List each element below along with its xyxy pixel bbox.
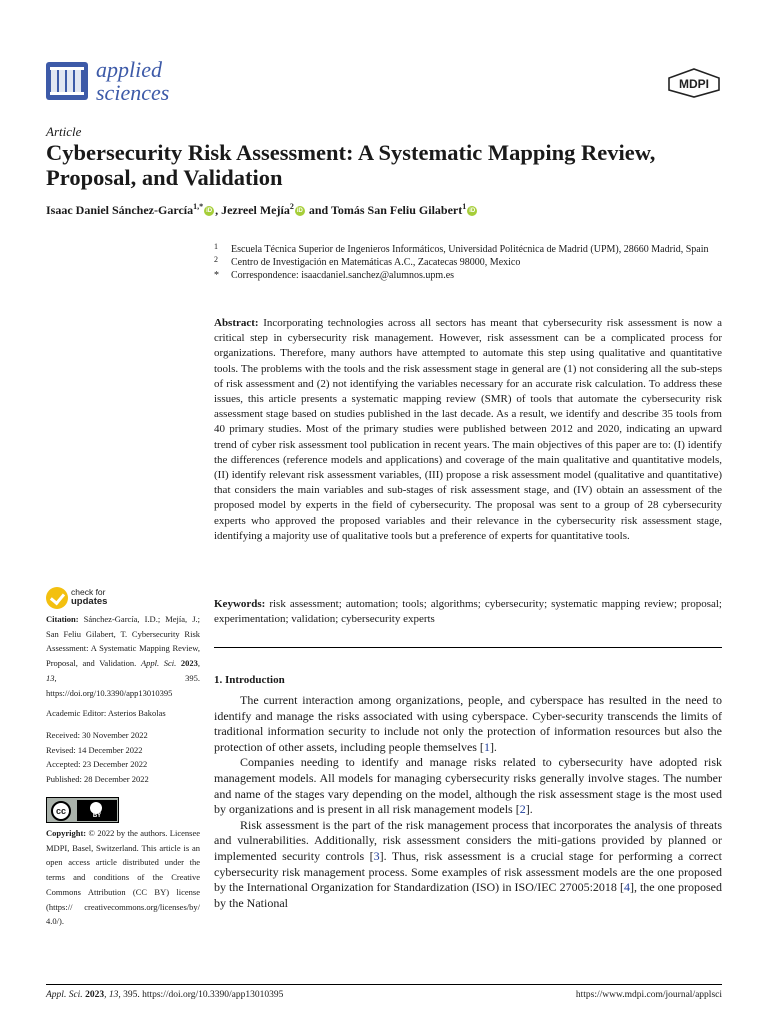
citation-link[interactable]: 2 <box>519 802 526 817</box>
citation-link[interactable]: 1 <box>483 739 490 754</box>
check-for-updates-button[interactable] <box>46 585 136 611</box>
revised-date: Revised: 14 December 2022 <box>46 744 143 755</box>
keywords <box>214 597 722 627</box>
journal-name: applied sciences <box>96 57 170 105</box>
copyright-notice: Copyright: © 2022 by the authors. Licensee MDPI, Basel, Switzerland. This article is an open access article distributed under the terms and conditions of the Creative Commons Attribution (CC BY) license (https:// creativecommons.org/licenses/by/ 4.0/). <box>46 828 200 927</box>
affiliations <box>214 243 734 282</box>
author-affil-marker: 1,* <box>193 202 204 211</box>
cc-by-license-badge[interactable] <box>46 797 119 823</box>
mdpi-logo-icon[interactable] <box>666 68 722 98</box>
author-name[interactable]: Tomás San Feliu Gilabert <box>330 203 463 217</box>
paragraph: The current interaction among organizations, people, and cyberspace has resulted in the need to identify and manage the risks associated with using cyberspace. Cyber-security transcends the limits of traditional information security to include not only the protection of information resources but also the protection of other assets, including people themselves [1]. <box>214 693 722 754</box>
citation-link[interactable]: 4 <box>623 880 630 895</box>
introduction-body <box>214 693 722 911</box>
accepted-date: Accepted: 23 December 2022 <box>46 759 148 770</box>
footer-citation: Appl. Sci. 2023, 13, 395. https://doi.org/10.3390/app13010395 <box>46 990 284 1000</box>
orcid-icon[interactable]: iD <box>469 208 476 215</box>
abstract-text: Incorporating technologies across all sectors has meant that cybersecurity risk assessment is now a critical step in cybersecurity risk management. However, risk assessment can be a complicated process for organizations. Therefore, many authors have attempted to automate this step using qualitative and quantitative tools. The problems with the tools and the risk assessment stage in general are (1) not considering all the sub-steps of risk assessment and (2) not identifying the variables necessary for an accurate risk calculation. To address these issues, this article presents a systematic mapping review (SMR) of tools that automate the cybersecurity risk assessment stage based on studies published in the last decade. As a result, we identify and describe 35 tools from 40 primary studies. Most of the primary studies were published between 2012 and 2020, indicating an upward trend of cyber risk assessment tool publication in recent years. The main objectives of this paper are to: (I) identify the differences (reference models and applications) and coverage of the main qualitative and quantitative models, (II) identify relevant risk assessment variables, (III) propose a risk assessment model (qualitative and quantitative) that considers the main variables and sub-stages of risk assessment stage, and (IV) obtain an assessment of the proposed model by experts in the field of cybersecurity. The proposal was sent to a group of 28 cybersecurity experts who approved the proposed variables and their relevance in the cybersecurity risk assessment stage, identifying a majority use of qualitative tools but a preference of experts for quantitative tools. <box>214 317 722 542</box>
affil-number: 1 <box>214 242 218 251</box>
journal-logo-icon <box>46 62 88 100</box>
citation-link[interactable]: 3 <box>373 848 380 863</box>
abstract-label: Abstract: <box>214 317 259 329</box>
received-date: Received: 30 November 2022 <box>46 730 148 740</box>
author-name[interactable]: Jezreel Mejía <box>221 203 290 217</box>
author-separator: and <box>305 203 331 217</box>
author-list <box>46 202 736 218</box>
orcid-icon[interactable]: iD <box>296 208 303 215</box>
check-icon <box>46 587 68 609</box>
paragraph: Risk assessment is the part of the risk management process that incorporates the analysis of threats and vulnerabilities. Additionally, risk assessment considers the miti-gations provided by planned or implemented security controls [3]. Thus, risk assessment is a crucial stage for performing a correct cybersecurity risk management process. Some examples of risk assessment models are the one proposed by the International Organization for Standardization (ISO) in ISO/IEC 27005:2018 [4], the one proposed by the National <box>214 817 723 910</box>
cc-icon: cc <box>51 801 71 821</box>
article-title: Cybersecurity Risk Assessment: A Systematic Mapping Review, Proposal, and Validation <box>46 140 656 190</box>
section-heading: 1. Introduction <box>214 674 285 686</box>
citation-block: Citation: Sánchez-García, I.D.; Mejía, J.; San Feliu Gilabert, T. Cybersecurity Risk Assessment: A Systematic Mapping Review, Proposal, and Validation. Appl. Sci. 2023, 13, 395. https://doi.org/10.3390/app13010395 <box>46 614 200 698</box>
affil-number: 2 <box>214 255 218 264</box>
author-name[interactable]: Isaac Daniel Sánchez-García <box>46 203 194 217</box>
abstract <box>214 316 722 544</box>
by-icon: BY <box>77 800 117 821</box>
paragraph: Companies needing to identify and manage risks related to cybersecurity have adopted risk management models. All models for managing cybersecurity risks generally involve stages. The number and name of the stages vary depending on the model, although the risk assessment stage is the most used by organizations and is present in all risk management models [2]. <box>214 755 722 817</box>
affiliation-line: Escuela Técnica Superior de Ingenieros Informáticos, Universidad Politécnica de Madrid (UPM), 28660 Madrid, Spain <box>231 244 709 255</box>
footer-divider <box>46 984 722 985</box>
svg-text:MDPI: MDPI <box>679 77 709 91</box>
author-affil-marker: 1 <box>462 202 467 211</box>
author-separator: , <box>215 203 222 217</box>
published-date: Published: 28 December 2022 <box>46 774 149 785</box>
author-affil-marker: 2 <box>289 202 294 211</box>
orcid-icon[interactable]: iD <box>206 208 213 215</box>
keywords-text: risk assessment; automation; tools; algorithms; cybersecurity; systematic mapping review; proposal; experimentation; validation; cybersecurity experts <box>214 598 722 626</box>
section-divider <box>214 647 722 648</box>
publication-dates <box>46 728 200 787</box>
citation-label: Citation: <box>46 614 79 624</box>
article-type: Article <box>46 124 82 139</box>
academic-editor: Academic Editor: Asterios Bakolas <box>46 708 166 718</box>
check-for-updates-label: check for updates <box>71 587 108 607</box>
footer-journal-url[interactable]: https://www.mdpi.com/journal/applsci <box>575 990 722 1000</box>
correspondence-marker: * <box>214 270 219 281</box>
copyright-label: Copyright: <box>46 828 87 838</box>
keywords-label: Keywords: <box>214 598 266 610</box>
correspondence-line[interactable]: Correspondence: isaacdaniel.sanchez@alumnos.upm.es <box>231 270 455 281</box>
affiliation-line: Centro de Investigación en Matemáticas A.C., Zacatecas 98000, Mexico <box>231 257 521 268</box>
